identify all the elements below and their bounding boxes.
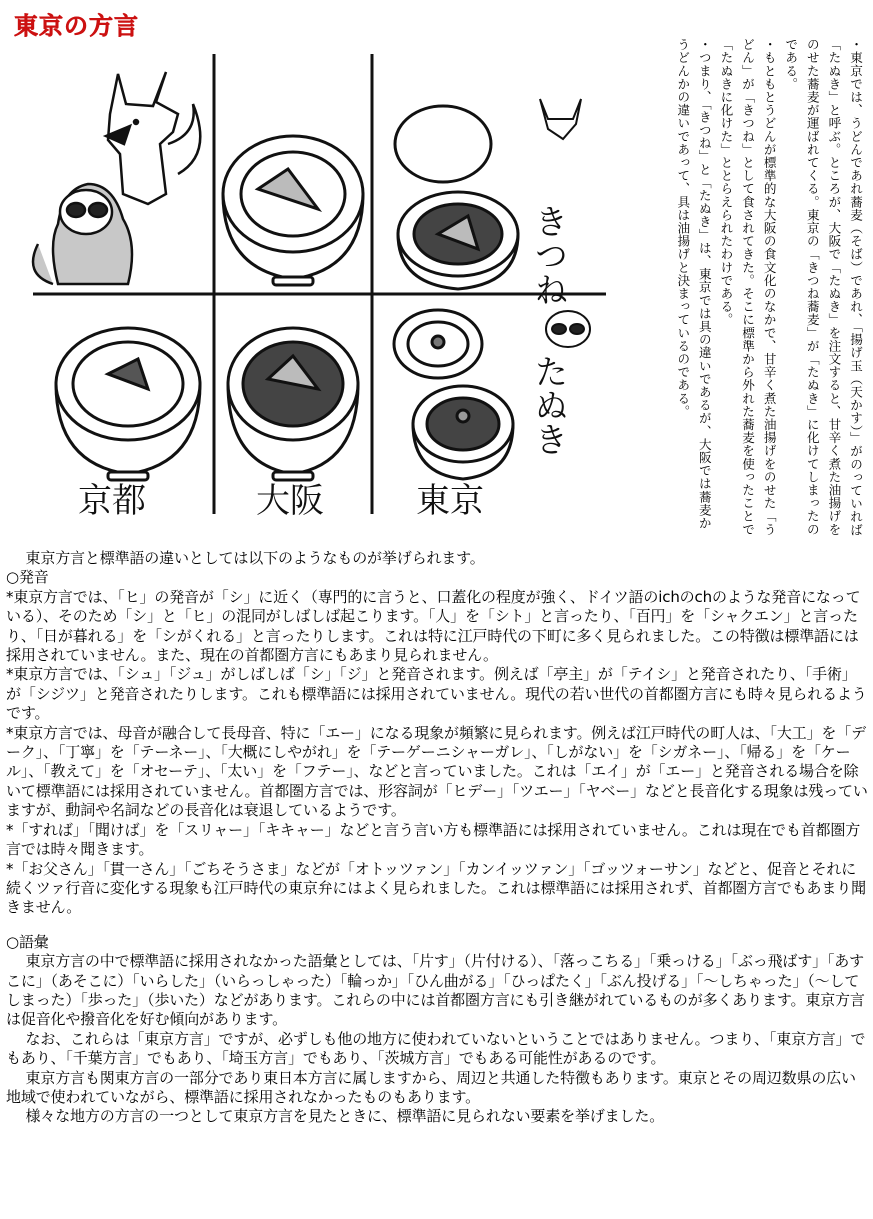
section-gap bbox=[6, 918, 868, 933]
pronunciation-item-2: *東京方言では、「シュ」「ジュ」がしばしば「シ」「ジ」と発音されます。例えば「亭主」が「テイシ」と発音されたり、「手術」が「シジツ」と発音されたりします。これも標準語には採用されていません。現代の若い世代の首都圏方言にも時々見られるようです。 bbox=[6, 665, 867, 723]
vocabulary-paragraph-3: 東京方言も関東方言の一部分であり東日本方言に属しますから、周辺と共通した特徴もあります。東京とその周辺数県の広い地域で使われていながら、標準語に採用されなかったものもあります。 bbox=[6, 1068, 856, 1106]
fox-character bbox=[106, 72, 200, 204]
row-label-kitsune: きつね bbox=[528, 204, 568, 306]
column-label-kyoto: 京都 bbox=[78, 481, 146, 521]
main-text bbox=[6, 549, 868, 1127]
pronunciation-item-4: *「すれば」「聞けば」を「スリャー」「キキャー」などと言う言い方も標準語には採用されていません。これは現在でも首都圏方言では時々聞きます。 bbox=[6, 820, 861, 859]
soba-bowl-tokyo-kitsune bbox=[395, 106, 518, 289]
bowls-tokyo-tanuki bbox=[394, 310, 513, 479]
side-note-1: ・東京では、うどんであれ蕎麦（そば）であれ、「揚げ玉（天かす）」がのっていれば「たぬき」と呼ぶ。ところが、大阪で「たぬき」を注文すると、甘辛く煮た油揚げをのせた蕎麦が運ばれてくる。東京の「きつね蕎麦」が「たぬき」に化けてしまったのである。 bbox=[783, 38, 863, 537]
pronunciation-item-3: *東京方言では、母音が融合して長母音、特に「エー」になる現象が頻繁に見られます。例えば江戸時代の町人は、「大工」を「デーク」、「丁寧」を「テーネー」、「大概にしやがれ」を「テーゲーニシャーガレ」、「しがない」を「シガネー」、「帰る」を「ケール」、「教えて」を「オセーテ」、「太い」を「フテー」、などと言っていました。これは「エイ」が「エー」と発音される場合を除いて標準語には採用されていません。首都圏方言では、形容詞が「ヒデー」「ツエー」「ヤベー」などと長音化する現象は残っていますが、動詞や名詞などの長音化は衰退しているようです。 bbox=[6, 723, 868, 820]
raccoon-dog-icon bbox=[546, 311, 590, 347]
side-note-2: ・もともとうどんが標準的な大阪の食文化のなかで、甘辛く煮た油揚げをのせた「うどん」が「きつね」として食されてきた。そこに標準から外れた蕎麦を使ったことで「たぬきに化けた」ととらえられたわけである。 bbox=[718, 38, 777, 536]
udon-bowl-kyoto-kitsune bbox=[223, 136, 363, 285]
pronunciation-item-5: *「お父さん」「貫一さん」「ごちそうさま」などが「オトッツァン」「カンイッツァン」「ゴッツォーサン」などと、促音とそれに続くツァ行音に変化する現象も江戸時代の東京弁にはよく見られました。これは標準語には採用されず、首都圏方言でもあまり聞きません。 bbox=[6, 859, 866, 917]
row-label-tanuki: たぬき bbox=[528, 354, 568, 456]
fox-icon bbox=[540, 99, 581, 139]
pronunciation-item-1: *東京方言では、「ヒ」の発音が「シ」に近く（専門的に言うと、口蓋化の程度が強く、ドイツ語のichのchのような発音になっている）、そのため「シ」と「ヒ」の混同がしばしば起こります。「人」を「シト」と言ったり、「百円」を「シャクエン」と言ったり、「日が暮れる」を「シがくれる」と言ったりします。これは特に江戸時代の下町に多く見られました。この特徴は標準語には採用されていません。また、現在の首都圏方言にもあまり見られません。 bbox=[6, 587, 861, 665]
column-label-tokyo: 東京 bbox=[416, 481, 484, 521]
column-label-osaka: 大阪 bbox=[256, 481, 324, 521]
side-note-3: ・つまり、「きつね」と「たぬき」は、東京では具の違いであるが、大阪では蕎麦かうどんかの違いであって、具は油揚げと決まっているのである。 bbox=[675, 38, 712, 530]
udon-bowl-kyoto-tanuki bbox=[56, 328, 200, 480]
vocabulary-paragraph-1: 東京方言の中で標準語に採用されなかった語彙としては、「片す」（片付ける）、「落っこちる」「乗っける」「ぶっ飛ばす」「あすこに」（あそこに）「いらした」（いらっしゃった）「輪っか」「ひん曲がる」「ひっぱたく」「ぶん投げる」「～しちゃった」（～してしまった）「歩った」（歩いた）などがあります。これらの中には首都圏方言にも引き継がれているものが多くあります。東京方言は促音化や撥音化を好む傾向があります。 bbox=[6, 952, 865, 1029]
side-notes bbox=[630, 38, 866, 538]
soba-bowl-osaka-tanuki bbox=[228, 328, 358, 480]
vocabulary-paragraph-4: 様々な地方の方言の一つとして東京方言を見たときに、標準語に見られない要素を挙げました。 bbox=[25, 1107, 665, 1126]
intro-paragraph: 東京方言と標準語の違いとしては以下のようなものが挙げられます。 bbox=[25, 549, 485, 567]
noodle-comparison-illustration bbox=[28, 44, 608, 530]
vocabulary-paragraph-2: なお、これらは「東京方言」ですが、必ずしも他の地方に使われていないということではありません。つまり、「東京方言」でもあり、「千葉方言」でもあり、「埼玉方言」でもあり、「茨城方言」でもある可能性があるのです。 bbox=[6, 1029, 866, 1068]
vocabulary-heading: ○語彙 bbox=[6, 932, 49, 951]
pronunciation-heading: ○発音 bbox=[6, 568, 49, 587]
page-title: 東京の方言 bbox=[14, 12, 139, 40]
tanuki-character bbox=[33, 184, 132, 284]
